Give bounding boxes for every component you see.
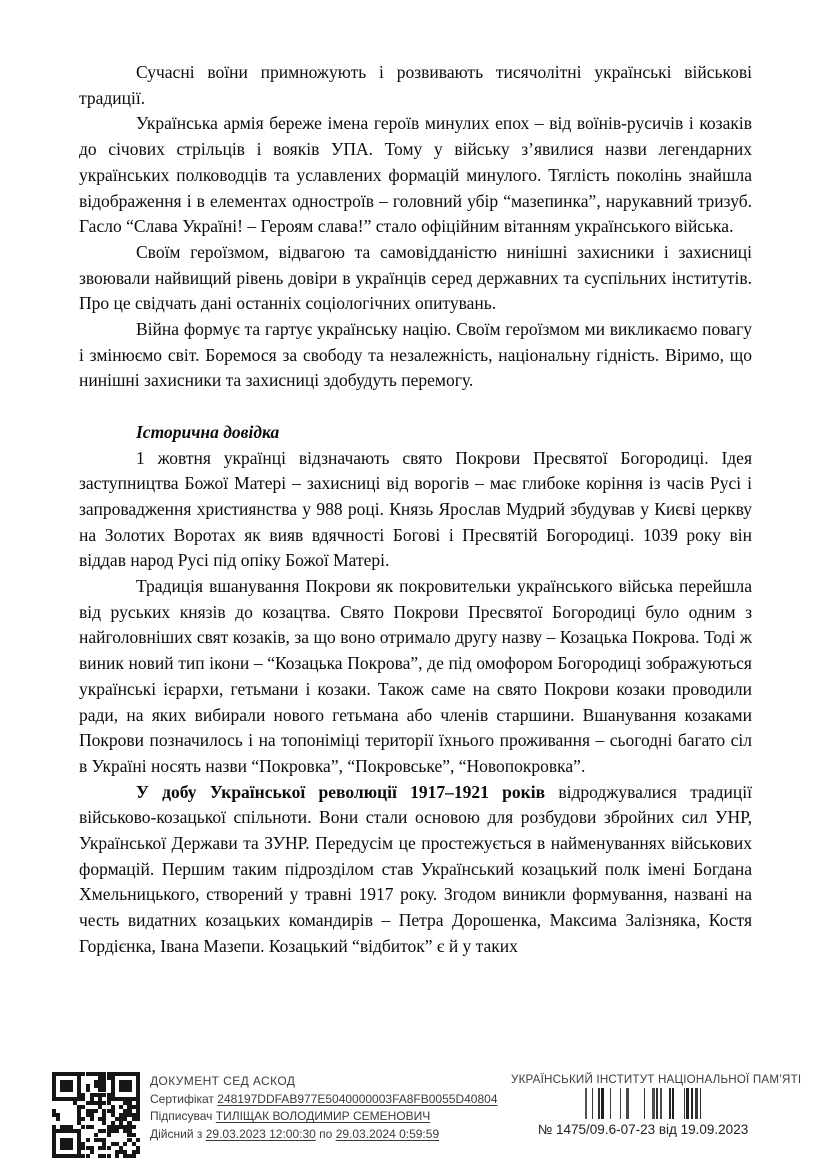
- valid-to-value: 29.03.2024 0:59:59: [335, 1126, 440, 1141]
- paragraph-revolution-bold-lead: У добу Української революції 1917–1921 років: [136, 781, 546, 802]
- signer-name: ТИЛІЩАК ВОЛОДИМИР СЕМЕНОВИЧ: [215, 1109, 431, 1124]
- validity-line: [150, 1126, 498, 1143]
- signer-label: Підписувач: [150, 1109, 213, 1124]
- qr-code-icon: [52, 1072, 140, 1158]
- valid-from-value: 29.03.2023 12:00:30: [205, 1126, 316, 1141]
- paragraph-revolution-rest: відроджувалися традиції військово-козацької спільноти. Вони стали основою для розбудови збройних сил УНР, Української Держави та ЗУНР. Передусім це простежується в найменуваннях військових формацій. Першим таким підрозділом став Український козацький полк імені Богдана Хмельницького, створений у травні 1917 року. Згодом виникли формування, названі на честь видатних козацьких командирів – Петра Дорошенка, Максима Залізняка, Костя Гордієнка, Івана Мазепи. Козацький “відбиток” є й у таких: [79, 781, 752, 956]
- certificate-number: 248197DDFAB977E5040000003FA8FB0055D40804: [217, 1092, 498, 1107]
- signature-stamp: [150, 1073, 498, 1143]
- organization-name: УКРАЇНСЬКИЙ ІНСТИТУТ НАЦІОНАЛЬНОЇ ПАМ’ЯТІ: [511, 1073, 802, 1086]
- validity-infix: по: [319, 1126, 333, 1141]
- validity-prefix: Дійсний з: [150, 1126, 203, 1141]
- paragraph-army-heritage: Українська армія береже імена героїв минулих епох – від воїнів-русичів і козаків до січових стрільців і вояків УПА. Тому у війську з’явилися назви легендарних українських полководців та уславлених формацій минулого. Тяглість поколінь знайшла відображення і в елементах одностроїв – головний убір “мазепинка”, нарукавний тризуб. Гасло “Слава Україні! – Героям слава!” стало офіційним вітанням українського війська.: [79, 113, 752, 237]
- certificate-label: Сертифікат: [150, 1092, 214, 1107]
- paragraph-war-forges-nation: Війна формує та гартує українську націю. Своїм героїзмом ми викликаємо повагу і змінюємо світ. Боремося за свободу та незалежність, національну гідність. Віримо, що нинішні захисники та захисниці здобудуть перемогу.: [79, 319, 752, 391]
- barcode-icon: [585, 1088, 701, 1119]
- paragraph-modern-warriors: Сучасні воїни примножують і розвивають тисячолітні українські військові традиції.: [79, 62, 752, 108]
- signer-line: [150, 1108, 498, 1125]
- historical-note-heading: Історична довідка: [136, 421, 280, 442]
- registration-stamp: [511, 1073, 802, 1137]
- signature-system-title: ДОКУМЕНТ СЕД АСКОД: [150, 1074, 296, 1088]
- paragraph-pokrova-origin: 1 жовтня українці відзначають свято Покрови Пресвятої Богородиці. Ідея заступництва Божої Матері – захисниці від ворогів – має глибоке коріння із часів Русі і запровадження християнства у 988 році. Князь Ярослав Мудрий збудував у Києві церкву на Золотих Воротах як вияв вдячності Богові і Пресвятій Богородиці. 1039 року він віддав народ Русі під опіку Божої Матері.: [79, 447, 752, 571]
- document-number: № 1475/09.6-07-23 від 19.09.2023: [537, 1122, 749, 1137]
- document-body: [79, 60, 752, 960]
- paragraph-revolution-1917: [79, 780, 752, 960]
- certificate-line: [150, 1091, 498, 1108]
- paragraph-cossack-pokrova: Традиція вшанування Покрови як покровительки українського війська перейшла від руських князів до козацтва. Свято Покрови Пресвятої Богородиці було одним з найголовніших свят козаків, за що воно отримало другу назву – Козацька Покрова. Тоді ж виник новий тип ікони – “Козацька Покрова”, де під омофором Богородиці зображуються українські ієрархи, гетьмани і козаки. Також саме на свято Покрови козаки проводили ради, на яких вибирали нового гетьмана або членів старшини. Вшанування козаками Покрови позначилось і на топоніміці території їхнього проживання – сьогодні багато сіл в Україні носять назви “Покровка”, “Покровське”, “Новопокровка”.: [79, 576, 752, 776]
- paragraph-heroism-trust: Своїм героїзмом, відвагою та самовідданістю нинішні захисники і захисниці звоювали найвищий рівень довіри в українців серед державних та суспільних інститутів. Про це свідчать дані останніх соціологічних опитувань.: [79, 241, 752, 314]
